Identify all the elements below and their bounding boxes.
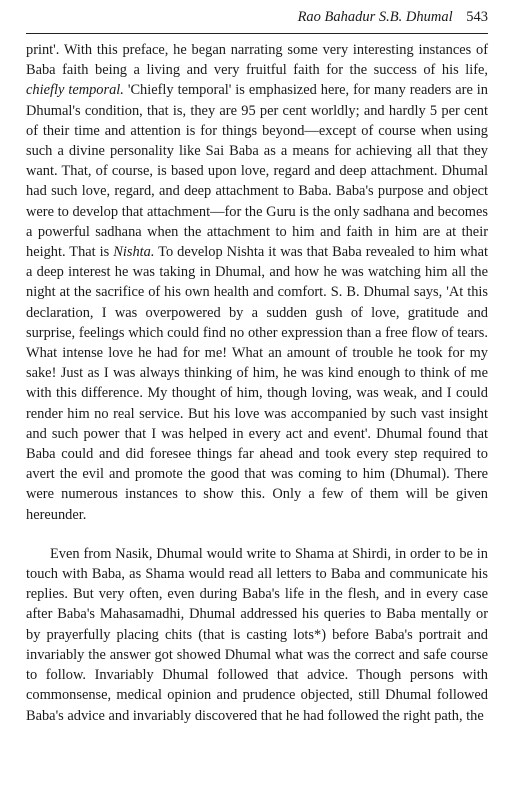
paragraph-1 [26,40,488,525]
paragraph-1-text-c: To develop Nishta it was that Baba revealed to him what a deep interest he was taking in Dhumal, and how he was watching him all the night at the sacrifice of his own health and comfort. S. B. Dhumal says, 'At this declaration, I was overpowered by a sudden gush of love, gratitude and surprise, feelings which could find no other expression than a free flow of tears. What intense love he had for me! What an amount of trouble he took for my sake! Just as I was always thinking of him, he was kind enough to think of me with this difference. My thought of him, though loving, was weak, and I could render him no real service. But his love was accompanied by such vast insight and such power that I was helped in every act and event'. Dhumal found that Baba could and did foresee things far ahead and took every step required to avert the evil and promote the good that was coming to him (Dhumal). There were numerous instances to show this. Only a few of them will be given hereunder. [26,244,488,523]
running-title: Rao Bahadur S.B. Dhumal [297,9,453,25]
running-header [26,9,488,26]
paragraph-1-text-a: print'. With this preface, he began narrating some very interesting instances of Baba faith being a living and very fruitful faith for the success of his life, [26,42,488,79]
header-rule [26,33,488,34]
paragraph-1-text-b: 'Chiefly temporal' is emphasized here, for many readers are in Dhumal's condition, that is, they are 95 per cent worldly; and hardly 5 per cent of their time and attention is for things beyond—except of course when using such a divine personality like Sai Baba as a means for achieving all that they want. That, of course, is based upon love, regard and deep attachment. Dhumal had such love, regard, and deep attachment to Baba. Baba's purpose and object were to develop that attachment—for the Guru is the only sadhana and becomes a powerful sadhana when the attachment to him and faith in him are at their height. That is [26,82,488,261]
emphasis-nishta: Nishta. [113,244,155,261]
body-text [26,40,488,726]
paragraph-2: Even from Nasik, Dhumal would write to Shama at Shirdi, in order to be in touch with Baba, as Shama would read all letters to Baba and communicate his replies. But very often, even during Baba's life in the flesh, and in every case after Baba's Mahasamadhi, Dhumal addressed his queries to Baba mentally or by prayerfully placing chits (that is casting lots*) before Baba's portrait and invariably the answer got showed Dhumal what was the correct and safe course to follow. Invariably Dhumal followed that advice. Though persons with commonsense, medical opinion and prudence objected, still Dhumal followed Baba's advice and invariably discovered that he had followed the right path, the [26,545,488,724]
emphasis-chiefly-temporal: chiefly temporal. [26,82,124,99]
page-number: 543 [466,9,488,25]
